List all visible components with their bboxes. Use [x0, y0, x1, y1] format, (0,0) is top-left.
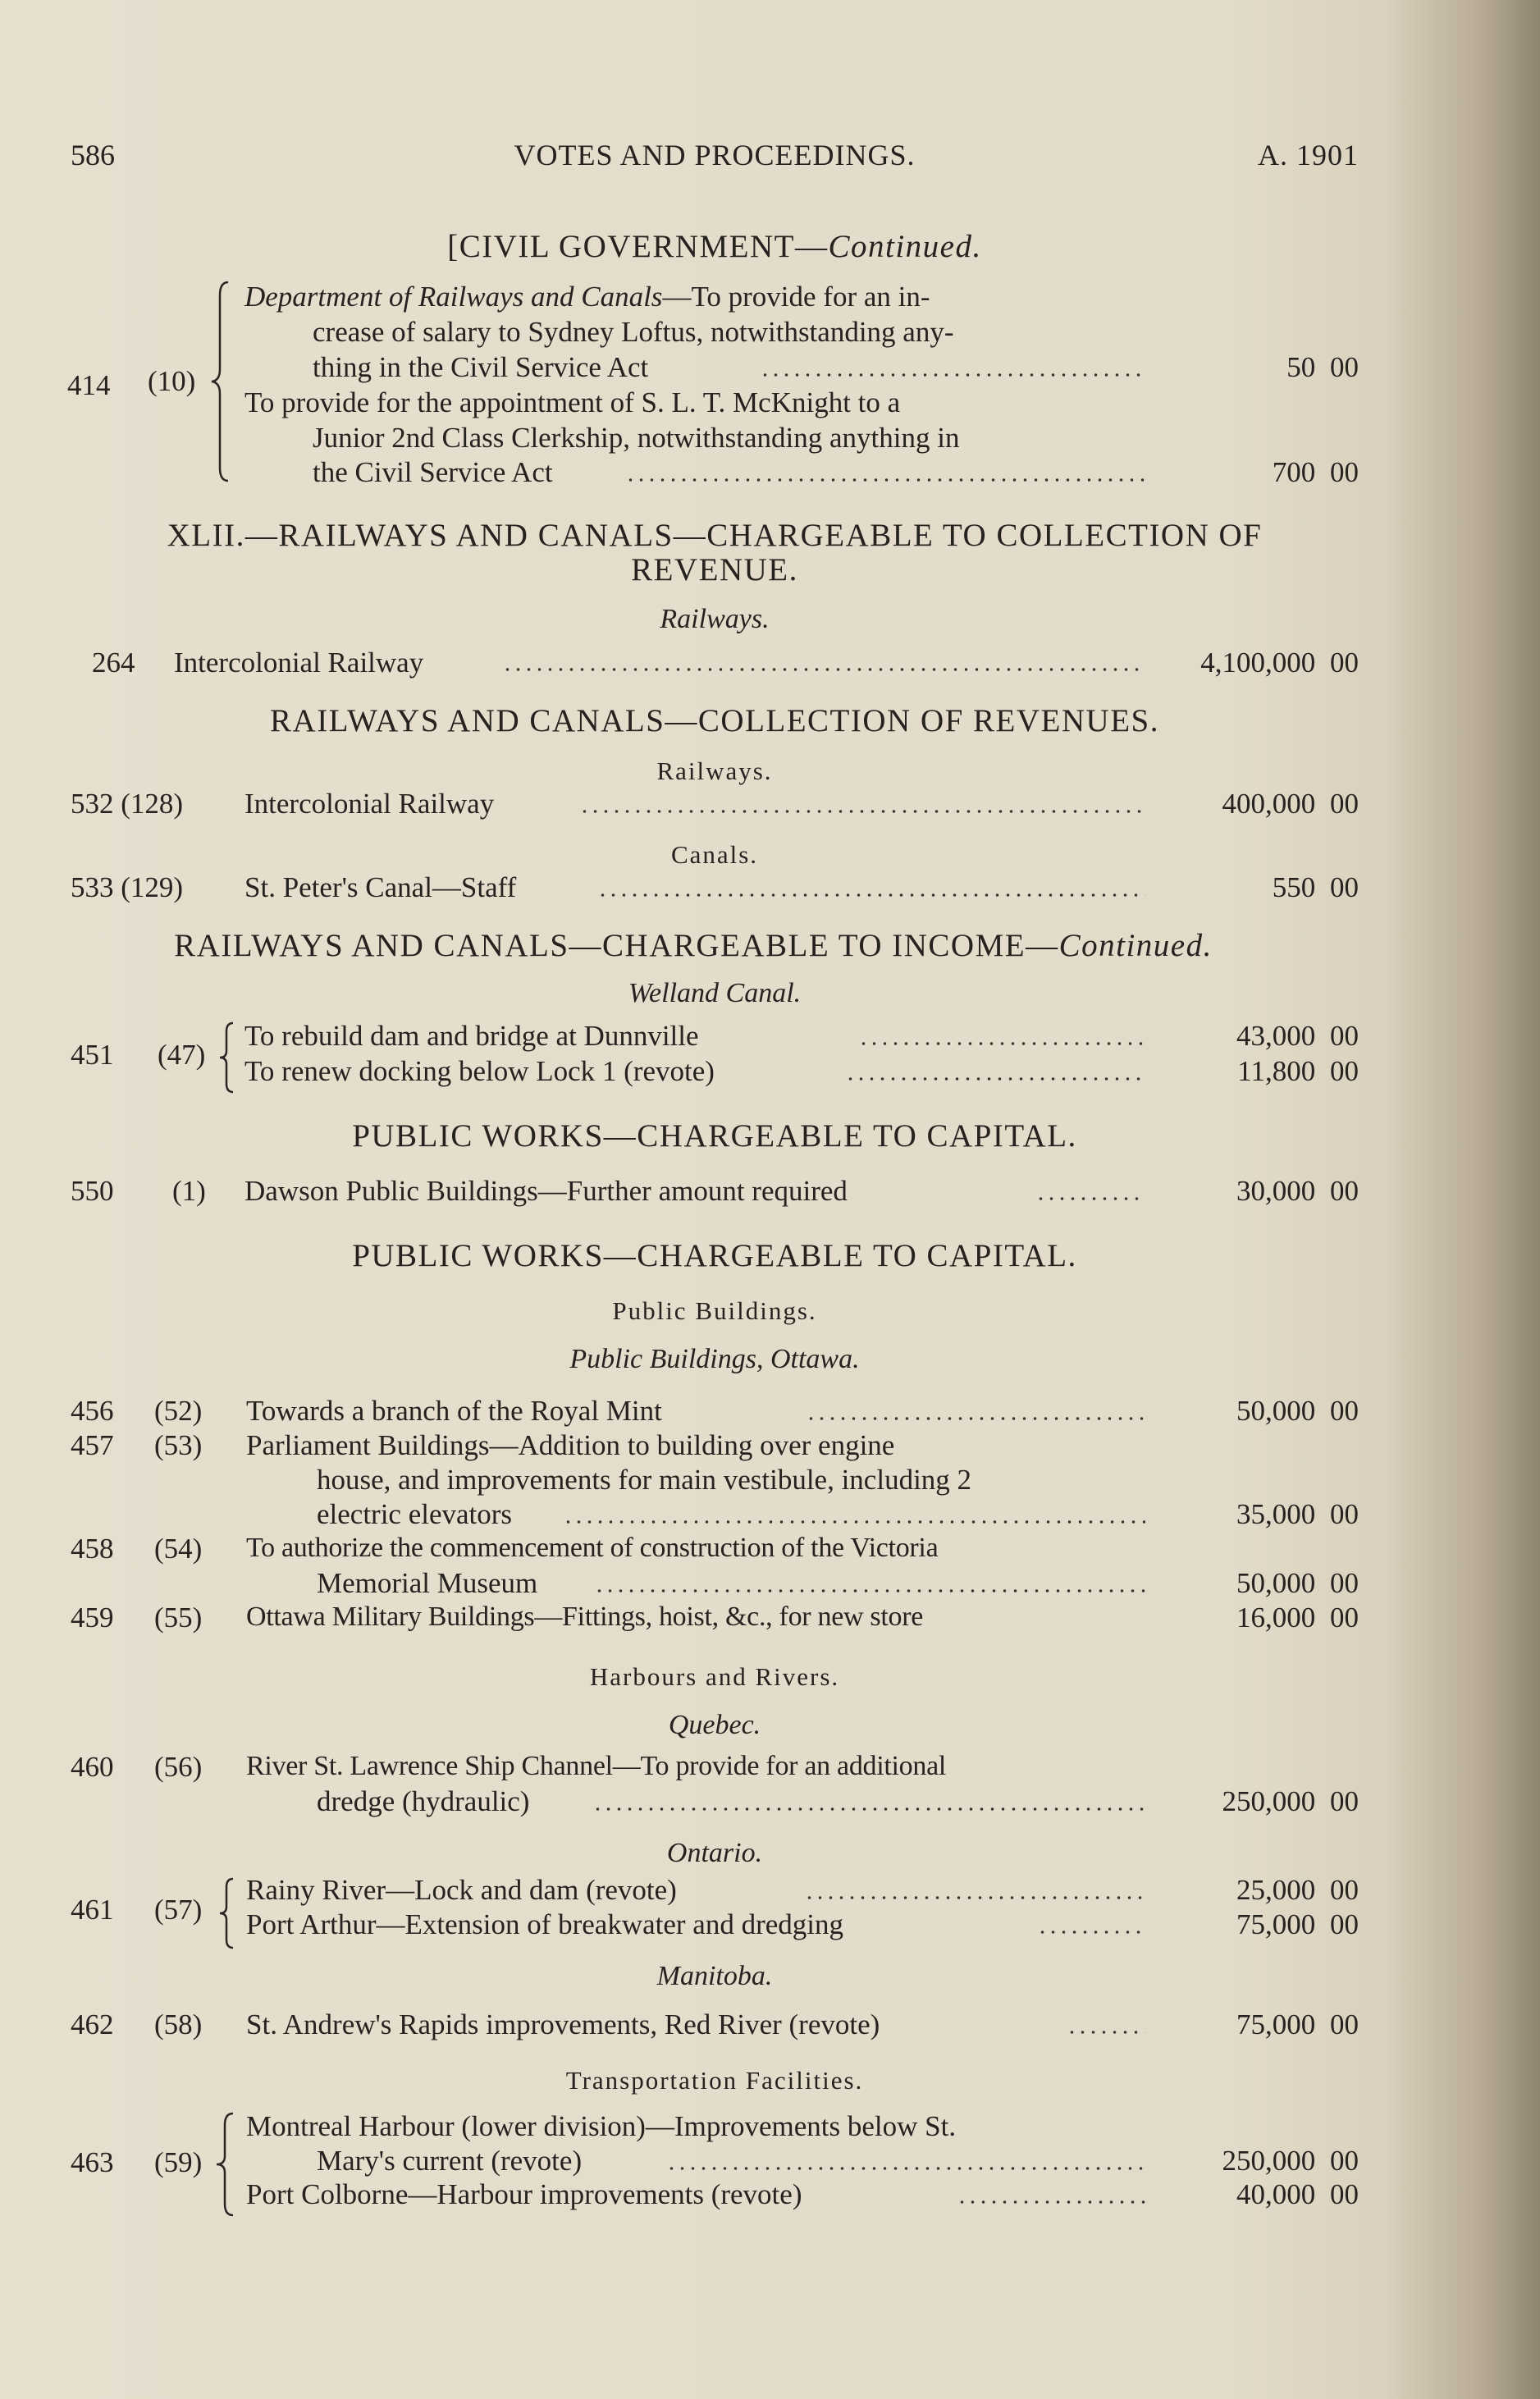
amount-cents: 00: [1330, 871, 1359, 903]
amount-dollars: 75,000: [1236, 2008, 1316, 2040]
leader-dots: [1035, 1197, 1145, 1200]
civil-line-3: thing in the Civil Service Act: [313, 351, 649, 383]
civil-government-heading: [71, 228, 1359, 265]
heading-text: RAILWAYS AND CANALS—CHARGEABLE TO INCOME—: [174, 928, 1059, 963]
amount: [1222, 2145, 1359, 2177]
entry-number: 457: [71, 1429, 114, 1461]
amount: [1236, 1498, 1359, 1531]
leader-dots: [563, 1520, 1145, 1524]
leader-dots: [579, 810, 1145, 813]
department-name: Department of Railways and Canals: [244, 281, 663, 313]
leader-dots: [592, 1807, 1145, 1811]
entry-number: 462: [71, 2008, 114, 2040]
income-heading: [49, 927, 1337, 964]
amount: [1236, 1908, 1359, 1941]
running-title: VOTES AND PROCEEDINGS.: [514, 139, 916, 171]
entry-number: 456: [71, 1395, 114, 1427]
entry-line-3: Port Colborne—Harbour improvements (revote): [246, 2178, 802, 2210]
entry-line-1: Rainy River—Lock and dam (revote): [246, 1874, 677, 1906]
welland-line-2: To renew docking below Lock 1 (revote): [244, 1055, 715, 1087]
ontario-subheading: Ontario.: [666, 1838, 763, 1868]
quebec-subheading: Quebec.: [668, 1710, 761, 1740]
entry-line-2: Memorial Museum: [317, 1567, 538, 1599]
amount: [1237, 1055, 1359, 1088]
entry-subnumber: (57): [154, 1894, 203, 1926]
amount-dollars: 40,000: [1236, 2178, 1316, 2210]
entry-number: 532 (128): [71, 788, 184, 820]
amount-cents: 00: [1330, 2145, 1359, 2177]
leader-dots: [957, 2200, 1145, 2204]
amount-cents: 00: [1330, 2008, 1359, 2040]
entry-subnumber: (59): [154, 2146, 203, 2178]
amount-cents: 00: [1330, 1602, 1359, 1634]
public-works-heading: PUBLIC WORKS—CHARGEABLE TO CAPITAL.: [352, 1118, 1077, 1154]
collection-heading: RAILWAYS AND CANALS—COLLECTION OF REVENUES.: [270, 703, 1159, 738]
amount-cents: 00: [1330, 1908, 1359, 1940]
session-year: A. 1901: [1258, 139, 1359, 171]
railways-subheading: Railways.: [660, 604, 770, 634]
railways-revenue-heading: XLII.—RAILWAYS AND CANALS—CHARGEABLE TO COLLECTION OF: [167, 518, 1263, 553]
amount: [1236, 1602, 1359, 1634]
leader-dots: [502, 668, 1145, 671]
amount-dollars: 400,000: [1222, 788, 1316, 820]
amount-cents: 00: [1330, 1395, 1359, 1427]
entry-description: Towards a branch of the Royal Mint: [246, 1395, 662, 1427]
amount: [1200, 647, 1359, 679]
entry-line-2: Port Arthur—Extension of breakwater and dredging: [246, 1908, 844, 1940]
amount-cents: 00: [1330, 351, 1359, 383]
civil-line-6: the Civil Service Act: [313, 456, 553, 488]
amount: [1222, 1785, 1359, 1818]
entry-subnumber: (55): [154, 1602, 203, 1634]
amount-cents: 00: [1330, 647, 1359, 679]
welland-subheading: Welland Canal.: [628, 978, 802, 1008]
heading-text: [CIVIL GOVERNMENT—: [447, 229, 829, 264]
leader-dots: [806, 1417, 1145, 1420]
amount-cents: 00: [1330, 1175, 1359, 1207]
entry-subnumber: (58): [154, 2008, 203, 2040]
amount-cents: 00: [1330, 456, 1359, 488]
manitoba-subheading: Manitoba.: [656, 1961, 773, 1991]
entry-line-2: house, and improvements for main vestibule, including 2: [317, 1464, 972, 1496]
brace-icon: [210, 279, 231, 484]
amount-dollars: 250,000: [1222, 2145, 1316, 2177]
leader-dots: [804, 1896, 1145, 1899]
amount: [1273, 456, 1359, 489]
amount-cents: 00: [1330, 1567, 1359, 1599]
entry-subnumber: (54): [154, 1533, 203, 1565]
entry-description: Intercolonial Railway: [244, 788, 495, 820]
civil-line-1: [244, 281, 930, 313]
amount-cents: 00: [1330, 1874, 1359, 1906]
amount-dollars: 43,000: [1236, 1020, 1316, 1052]
amount-dollars: 50,000: [1236, 1395, 1316, 1427]
amount: [1236, 1395, 1359, 1428]
entry-line-2: Mary's current (revote): [317, 2145, 583, 2177]
amount: [1236, 2178, 1359, 2211]
amount-dollars: 16,000: [1236, 1602, 1316, 1634]
entry-number: 458: [71, 1533, 114, 1565]
entry-line-1: Montreal Harbour (lower division)—Improvements below St.: [246, 2110, 957, 2142]
leader-dots: [1037, 1931, 1145, 1934]
amount-dollars: 30,000: [1236, 1175, 1316, 1207]
brace-icon: [215, 2110, 236, 2219]
amount-dollars: 35,000: [1236, 1498, 1316, 1530]
transportation-smallcaps: Transportation Facilities.: [565, 2066, 864, 2095]
amount-dollars: 75,000: [1236, 1908, 1316, 1940]
canals-smallcaps: Canals.: [670, 840, 759, 869]
amount-dollars: 11,800: [1237, 1055, 1316, 1087]
entry-line-1: Parliament Buildings—Addition to building over engine: [246, 1429, 895, 1461]
entry-subnumber: (10): [148, 365, 196, 397]
railways-revenue-heading-2: REVENUE.: [631, 552, 798, 587]
heading-continued: Continued.: [828, 229, 982, 264]
amount: [1273, 871, 1359, 904]
leader-dots: [858, 1042, 1145, 1045]
entry-subnumber: (52): [154, 1395, 203, 1427]
entry-line-2: dredge (hydraulic): [317, 1785, 530, 1817]
welland-line-1: To rebuild dam and bridge at Dunnville: [244, 1020, 699, 1052]
amount: [1236, 1020, 1359, 1053]
brace-icon: [218, 1876, 236, 1951]
amount-cents: 00: [1330, 1498, 1359, 1530]
entry-line-3: electric elevators: [317, 1498, 513, 1530]
civil-line-2: crease of salary to Sydney Loftus, notwithstanding any-: [313, 316, 954, 348]
entry-number: 451: [71, 1039, 114, 1071]
amount-dollars: 4,100,000: [1200, 647, 1316, 679]
amount-cents: 00: [1330, 1020, 1359, 1052]
page-number: 586: [71, 139, 115, 171]
entry-subnumber: (56): [154, 1751, 203, 1783]
amount-cents: 00: [1330, 2178, 1359, 2210]
leader-dots: [666, 2167, 1145, 2170]
public-works-heading-2: PUBLIC WORKS—CHARGEABLE TO CAPITAL.: [352, 1238, 1077, 1273]
heading-continued: Continued.: [1058, 928, 1213, 963]
amount-dollars: 550: [1272, 871, 1316, 903]
entry-subnumber: (47): [158, 1039, 206, 1071]
entry-number: 550: [71, 1175, 114, 1207]
leader-dots: [597, 893, 1145, 897]
amount: [1286, 351, 1359, 384]
entry-line-1: River St. Lawrence Ship Channel—To provide for an additional: [246, 1751, 947, 1781]
entry-number: 533 (129): [71, 871, 184, 903]
entry-subnumber: (1): [172, 1175, 206, 1207]
leader-dots: [594, 1589, 1145, 1592]
amount-cents: 00: [1330, 1055, 1359, 1087]
entry-description: St. Andrew's Rapids improvements, Red River (revote): [246, 2008, 880, 2040]
entry-description: Dawson Public Buildings—Further amount required: [244, 1175, 848, 1207]
railways-smallcaps: Railways.: [656, 756, 773, 785]
entry-subnumber: (53): [154, 1429, 203, 1461]
line-text: —To provide for an in-: [662, 281, 930, 313]
entry-description: St. Peter's Canal—Staff: [244, 871, 517, 903]
entry-description: Ottawa Military Buildings—Fittings, hoist, &c., for new store: [246, 1602, 924, 1632]
entry-number: 264: [92, 647, 135, 679]
harbours-smallcaps: Harbours and Rivers.: [589, 1662, 840, 1691]
public-buildings-smallcaps: Public Buildings.: [612, 1296, 817, 1325]
amount: [1236, 1567, 1359, 1600]
amount-dollars: 250,000: [1222, 1785, 1316, 1817]
amount-dollars: 50,000: [1236, 1567, 1316, 1599]
amount-dollars: 25,000: [1236, 1874, 1316, 1906]
amount: [1236, 1175, 1359, 1208]
amount-cents: 00: [1330, 1785, 1359, 1817]
amount: [1236, 1874, 1359, 1907]
amount-dollars: 700: [1272, 456, 1316, 488]
entry-number: 414: [67, 369, 111, 401]
leader-dots: [760, 373, 1145, 377]
civil-line-4: To provide for the appointment of S. L. T. McKnight to a: [244, 386, 901, 418]
brace-icon: [218, 1020, 236, 1095]
amount: [1236, 2008, 1359, 2041]
running-head: [71, 138, 1359, 177]
ottawa-subheading: Public Buildings, Ottawa.: [569, 1344, 860, 1374]
amount: [1222, 788, 1359, 820]
amount-cents: 00: [1330, 788, 1359, 820]
amount-dollars: 50: [1286, 351, 1316, 383]
entry-number: 463: [71, 2146, 114, 2178]
entry-number: 460: [71, 1751, 114, 1783]
entry-description: Intercolonial Railway: [174, 647, 424, 679]
leader-dots: [1067, 2031, 1145, 2034]
entry-line-1: To authorize the commencement of construction of the Victoria: [246, 1533, 939, 1563]
leader-dots: [845, 1077, 1145, 1081]
leader-dots: [625, 478, 1145, 482]
entry-number: 461: [71, 1894, 114, 1926]
civil-line-5: Junior 2nd Class Clerkship, notwithstanding anything in: [313, 422, 960, 454]
entry-number: 459: [71, 1602, 114, 1634]
